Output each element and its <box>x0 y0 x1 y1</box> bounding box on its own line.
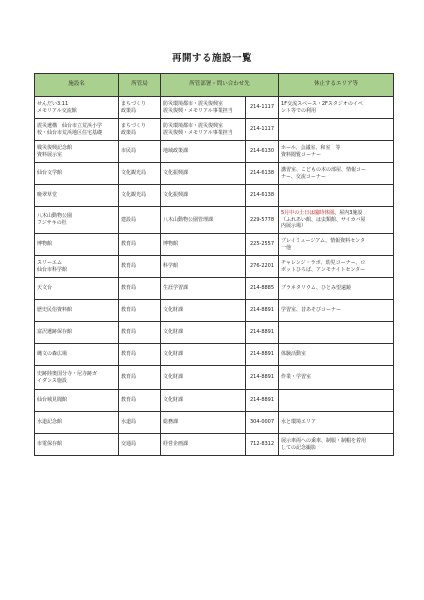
cell-closed-areas-line: （ふれあい館、は虫類館、サイカバ屋 <box>281 216 366 223</box>
cell-department <box>161 207 246 234</box>
cell-closed-areas <box>279 390 394 412</box>
cell-phone: 214-6138 <box>246 185 279 207</box>
cell-department <box>161 141 246 163</box>
cell-phone: 214-8891 <box>246 322 279 344</box>
cell-bureau-line: 文化観光局 <box>121 170 147 177</box>
cell-bureau-line: 教育局 <box>121 241 137 248</box>
cell-department-line: 生涯学習課 <box>163 285 189 292</box>
cell-bureau-line: 政策局 <box>121 129 137 136</box>
cell-phone: 214-8891 <box>246 390 279 412</box>
cell-facility-name <box>35 163 119 185</box>
cell-facility-name-line: 史跡陸奥国分寺・尼寺跡ガ <box>37 370 98 377</box>
cell-phone: 304-0007 <box>246 412 279 434</box>
cell-department <box>161 163 246 185</box>
cell-department-line: 文化財課 <box>163 397 184 404</box>
cell-facility-name <box>35 412 119 434</box>
table-row <box>35 163 394 185</box>
table-row <box>35 322 394 344</box>
header-department-contact: 所管部署・問い合わせ先 <box>161 74 279 97</box>
cell-facility-name <box>35 278 119 300</box>
cell-closed-areas <box>279 344 394 366</box>
cell-phone: 225-2557 <box>246 234 279 256</box>
header-facility-name: 施設名 <box>35 74 119 97</box>
table-row <box>35 344 394 366</box>
cell-closed-areas <box>279 119 394 141</box>
cell-department-line: 科学館 <box>163 263 179 270</box>
header-bureau: 所管局 <box>119 74 161 97</box>
cell-bureau <box>119 344 161 366</box>
cell-department <box>161 412 246 434</box>
cell-closed-areas-line: 体験活動室 <box>281 351 307 358</box>
table-row <box>35 412 394 434</box>
cell-bureau <box>119 234 161 256</box>
cell-facility-name-line: 水道記念館 <box>37 419 63 426</box>
cell-bureau <box>119 256 161 278</box>
cell-facility-name-line: 縄文の森広場 <box>37 351 68 358</box>
cell-facility-name-line: 仙台文学館 <box>37 170 63 177</box>
cell-closed-areas <box>279 300 394 322</box>
cell-facility-name <box>35 119 119 141</box>
cell-bureau-line: 文化観光局 <box>121 192 147 199</box>
cell-bureau <box>119 207 161 234</box>
cell-facility-name-line: せんだい3.11 <box>37 100 69 107</box>
cell-closed-areas <box>279 234 394 256</box>
cell-facility-name-line: 仙台市科学館 <box>37 266 68 273</box>
cell-bureau-line: 教育局 <box>121 329 137 336</box>
cell-department-line: 総務課 <box>163 419 179 426</box>
cell-facility-name-line: 校・仙台市荒浜地区住宅基礎 <box>37 129 103 136</box>
cell-department-line: 博物館 <box>163 241 179 248</box>
cell-facility-name <box>35 207 119 234</box>
cell-department <box>161 366 246 390</box>
cell-department-line: 震災復興・メモリアル事業担当 <box>163 107 233 114</box>
table-row <box>35 119 394 141</box>
cell-department-line: 震災復興・メモリアル事業担当 <box>163 129 233 136</box>
cell-department-line: 経営企画課 <box>163 441 189 448</box>
cell-facility-name <box>35 256 119 278</box>
cell-closed-areas-line: ボットひろば、アンモナイトセンター <box>281 266 366 273</box>
cell-phone: 214-8891 <box>246 344 279 366</box>
cell-closed-areas <box>279 141 394 163</box>
cell-closed-areas-line: 水と環境エリア <box>281 419 317 426</box>
cell-closed-areas <box>279 434 394 456</box>
cell-closed-areas-line: 学習室、昔あそびコーナー <box>281 307 342 314</box>
cell-closed-areas-line: 資料閲覧コーナー <box>281 151 322 158</box>
cell-bureau <box>119 141 161 163</box>
cell-department <box>161 300 246 322</box>
cell-department-line: 防災環境都市・震災復興室 <box>163 100 224 107</box>
cell-department-line: 文化振興課 <box>163 192 189 199</box>
table-body <box>35 97 394 456</box>
cell-facility-name-line: 八木山動物公園 <box>37 213 73 220</box>
cell-closed-areas-line: 展示車両への乗車、制服・制帽を着用 <box>281 437 367 444</box>
cell-facility-name-line: 戦災復興記念館 <box>37 144 73 151</box>
cell-department-line: 文化振興課 <box>163 170 189 177</box>
cell-bureau-line: 教育局 <box>121 263 137 270</box>
cell-bureau-line: 教育局 <box>121 351 137 358</box>
table-row <box>35 390 394 412</box>
cell-phone: 214-6138 <box>246 163 279 185</box>
cell-facility-name-line: 仙台城見聞館 <box>37 397 68 404</box>
cell-department <box>161 234 246 256</box>
cell-bureau-line: 教育局 <box>121 285 137 292</box>
cell-bureau-line: 教育局 <box>121 397 137 404</box>
cell-bureau <box>119 366 161 390</box>
cell-phone: 214-8885 <box>246 278 279 300</box>
cell-closed-areas-line: ホール、会議室、和室 等 <box>281 144 341 151</box>
cell-bureau-line: 教育局 <box>121 307 137 314</box>
cell-bureau <box>119 322 161 344</box>
cell-facility-name <box>35 322 119 344</box>
table-row <box>35 234 394 256</box>
cell-facility-name-line: フジサキの杜 <box>37 220 67 226</box>
cell-bureau-line: 政策局 <box>121 107 137 114</box>
cell-closed-areas-line: ナー、交流コーナー <box>281 173 326 180</box>
cell-department <box>161 119 246 141</box>
cell-phone: 214-6130 <box>246 141 279 163</box>
cell-closed-areas-line: プラネタリウム、ひとみ望遠鏡 <box>281 285 351 292</box>
facility-table <box>34 73 394 456</box>
table-row <box>35 278 394 300</box>
cell-facility-name-line: 天文台 <box>37 285 53 292</box>
cell-closed-areas <box>279 207 394 234</box>
cell-closed-areas <box>279 366 394 390</box>
cell-closed-areas-line: ント等での利用 <box>281 107 317 114</box>
cell-bureau-line: 水道局 <box>121 419 137 426</box>
cell-department <box>161 434 246 456</box>
cell-closed-areas-line: しての記念撮影 <box>281 444 317 451</box>
cell-department-line: 文化財課 <box>163 374 184 381</box>
cell-bureau <box>119 97 161 119</box>
cell-department-line: 防災環境都市・震災復興室 <box>163 122 224 129</box>
table-row <box>35 256 394 278</box>
cell-facility-name-line: 歴史民俗資料館 <box>37 307 73 314</box>
cell-facility-name-line: メモリアル交流館 <box>37 107 77 114</box>
cell-facility-name <box>35 185 119 207</box>
cell-closed-areas-line: 内展示場） <box>281 223 307 230</box>
cell-department <box>161 344 246 366</box>
cell-department <box>161 322 246 344</box>
cell-closed-areas <box>279 185 394 207</box>
cell-facility-name-line: スリーエム <box>37 259 63 266</box>
cell-bureau-line: まちづくり <box>121 122 146 129</box>
cell-bureau <box>119 278 161 300</box>
cell-closed-areas-line: 5月中の土日は臨時休園、屋内3施設 <box>281 209 363 216</box>
cell-facility-name-line: 博物館 <box>37 241 53 248</box>
cell-facility-name <box>35 366 119 390</box>
cell-closed-areas <box>279 163 394 185</box>
cell-department <box>161 278 246 300</box>
cell-facility-name <box>35 234 119 256</box>
table-row <box>35 97 394 119</box>
cell-department <box>161 97 246 119</box>
cell-facility-name-line: 市電保存館 <box>37 441 63 448</box>
cell-bureau <box>119 163 161 185</box>
cell-facility-name <box>35 97 119 119</box>
cell-phone: 229-5778 <box>246 207 279 234</box>
cell-department-line: 文化財課 <box>163 329 184 336</box>
cell-closed-areas-line: 作業・学習室 <box>281 374 312 381</box>
cell-department-line: 文化財課 <box>163 351 184 358</box>
cell-closed-areas-line: 一他 <box>281 244 292 251</box>
cell-facility-name-line: 震災遺構 仙台市立荒浜小学 <box>37 122 103 129</box>
cell-closed-areas-line: 講習室、こどもの本の部屋、情報コー <box>281 166 367 173</box>
cell-closed-areas <box>279 97 394 119</box>
cell-facility-name <box>35 390 119 412</box>
cell-closed-areas-line: チャレンジ・ラボ、幼児コーナー、ロ <box>281 259 366 266</box>
table-row <box>35 434 394 456</box>
cell-facility-name-line: 富沢遺跡保存館 <box>37 329 73 336</box>
cell-phone: 276-2201 <box>246 256 279 278</box>
cell-bureau <box>119 434 161 456</box>
cell-department-line: 八木山動物公園管理課 <box>163 216 214 223</box>
table-row <box>35 300 394 322</box>
cell-bureau-line: 教育局 <box>121 374 137 381</box>
cell-closed-areas-line: プレイミュージアム、情報資料センタ <box>281 237 365 244</box>
table-row <box>35 141 394 163</box>
cell-closed-areas <box>279 322 394 344</box>
cell-facility-name <box>35 300 119 322</box>
cell-phone: 712-8312 <box>246 434 279 456</box>
cell-facility-name <box>35 141 119 163</box>
cell-phone: 214-1117 <box>246 97 279 119</box>
cell-bureau-line: 建設局 <box>121 216 137 223</box>
cell-bureau <box>119 390 161 412</box>
cell-facility-name-line: 晩翠草堂 <box>37 192 58 199</box>
cell-bureau-line: 市民局 <box>121 148 137 155</box>
cell-bureau <box>119 412 161 434</box>
cell-department <box>161 185 246 207</box>
cell-bureau <box>119 185 161 207</box>
cell-department <box>161 256 246 278</box>
cell-closed-areas <box>279 278 394 300</box>
cell-phone: 214-8891 <box>246 366 279 390</box>
cell-bureau-line: まちづくり <box>121 100 146 107</box>
table-row <box>35 366 394 390</box>
cell-facility-name <box>35 344 119 366</box>
cell-facility-name-line: 資料展示室 <box>37 151 63 158</box>
cell-bureau <box>119 119 161 141</box>
cell-bureau-line: 交通局 <box>121 441 137 448</box>
cell-department-line: 文化財課 <box>163 307 184 314</box>
page-title: 再開する施設一覧 <box>171 53 252 64</box>
cell-department-line: 地域政策課 <box>163 148 189 155</box>
cell-department <box>161 390 246 412</box>
cell-facility-name <box>35 434 119 456</box>
closure-notice: 5月中の土日は臨時休園 <box>281 209 335 216</box>
cell-phone: 214-1117 <box>246 119 279 141</box>
cell-bureau <box>119 300 161 322</box>
cell-phone: 214-8891 <box>246 300 279 322</box>
cell-closed-areas <box>279 412 394 434</box>
table-header-row <box>35 74 394 97</box>
table-row <box>35 185 394 207</box>
cell-facility-name-line: イダンス施設 <box>37 377 67 384</box>
table-row <box>35 207 394 234</box>
header-closed-areas: 休止するエリア等 <box>279 74 394 97</box>
cell-closed-areas <box>279 256 394 278</box>
cell-closed-areas-line: 1F交流スペース・2Fスタジオのイベ <box>281 100 363 107</box>
